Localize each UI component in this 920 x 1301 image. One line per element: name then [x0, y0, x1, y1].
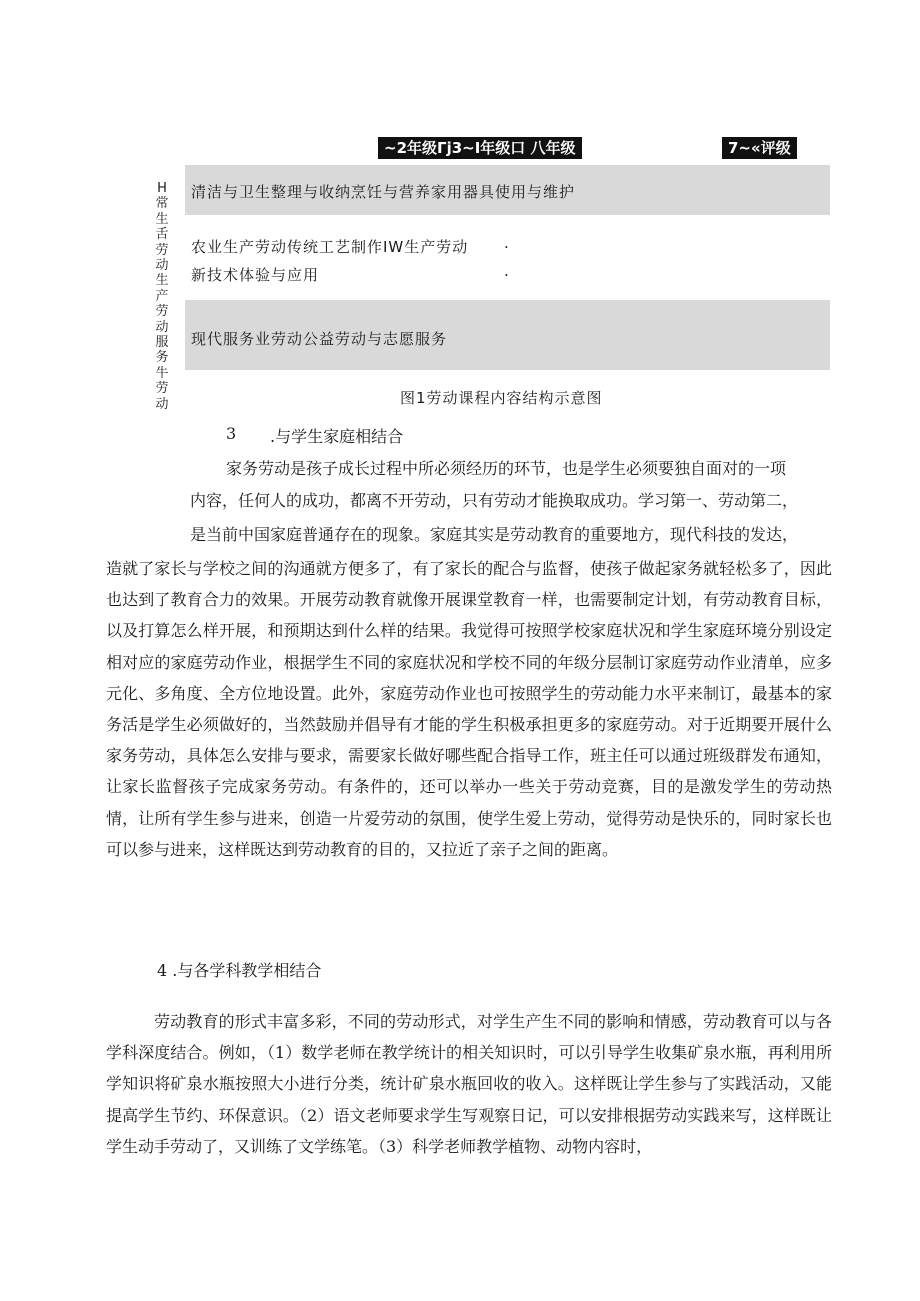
figure-row-service: 现代服务业劳动公益劳动与志愿服务 — [191, 330, 448, 348]
figure-header-grades: ~2年级Гj3~I年级口 八年级 — [378, 137, 582, 159]
figure-row-daily-life: 清洁与卫生整理与收纳烹饪与营养家用器具使用与维护 — [191, 183, 576, 201]
figure-header-evaluation: 7~«评级 — [722, 137, 797, 159]
figure-vertical-label: H常生舌劳动生产劳动服务牛劳动 — [155, 181, 169, 412]
section3-paragraph: 造就了家长与学校之间的沟通就方便多了，有了家长的配合与监督，使孩子做起家务就轻松多了，因此也达到了教育合力的效果。开展劳动教育就像开展课堂教育一样，也需要制定计划，有劳动教育目标，以及打算怎么样开展，和预期达到什么样的结果。我觉得可按照学校家庭状况和学生家庭环境分别设定相对应的家庭劳动作业，根据学生不同的家庭状况和学校不同的年级分层制订家庭劳动作业清单，应多元化、多角度、全方位地设置。此外，家庭劳动作业也可按照学生的劳动能力水平来制订，最基本的家务活是学生必须做好的，当然鼓励并倡导有才能的学生积极承担更多的家庭劳动。对于近期要开展什么家务劳动，具体怎么安排与要求，需要家长做好哪些配合指导工作，班主任可以通过班级群发布通知，让家长监督孩子完成家务劳动。有条件的，还可以举办一些关于劳动竞赛，目的是激发学生的劳动热情，让所有学生参与进来，创造一片爱劳动的氛围，使学生爱上劳动，觉得劳动是快乐的，同时家长也可以参与进来，这样既达到劳动教育的目的，又拉近了亲子之间的距离。 — [106, 559, 832, 859]
section3-line: 是当前中国家庭普通存在的现象。家庭其实是劳动教育的重要地方，现代科技的发达， — [190, 525, 799, 544]
section3-line: 内容，任何人的成功，都离不开劳动，只有劳动才能换取成功。学习第一、劳动第二， — [190, 491, 799, 510]
section3-line: 家务劳动是孩子成长过程中所必须经历的环节，也是学生必须要独自面对的一项 — [226, 459, 787, 478]
figure-row-new-tech: 新技术体验与应用 — [191, 266, 320, 284]
figure-row-mark: . — [504, 262, 510, 280]
figure-row-mark: . — [504, 234, 510, 252]
section4-paragraph: 劳动教育的形式丰富多彩，不同的劳动形式，对学生产生不同的影响和情感，劳动教育可以与各学科深度结合。例如，（1）数学老师在教学统计的相关知识时，可以引导学生收集矿泉水瓶，再利用所学知识将矿泉水瓶按照大小进行分类，统计矿泉水瓶回收的收入。这样既让学生参与了实践活动，又能提高学生节约、环保意识。（2）语文老师要求学生写观察日记，可以安排根据劳动实践来写，这样既让学生动手劳动了，又训练了文学练笔。（3）科学老师教学植物、动物内容时， — [106, 1012, 832, 1156]
figure-caption: 图1劳动课程内容结构示意图 — [400, 389, 603, 407]
figure-row-production: 农业生产劳动传统工艺制作IW生产劳动 — [191, 238, 469, 256]
section3-number: 3 — [226, 424, 237, 443]
section3-title: .与学生家庭相结合 — [270, 427, 404, 446]
section4-title: 4 .与各学科教学相结合 — [157, 961, 322, 980]
